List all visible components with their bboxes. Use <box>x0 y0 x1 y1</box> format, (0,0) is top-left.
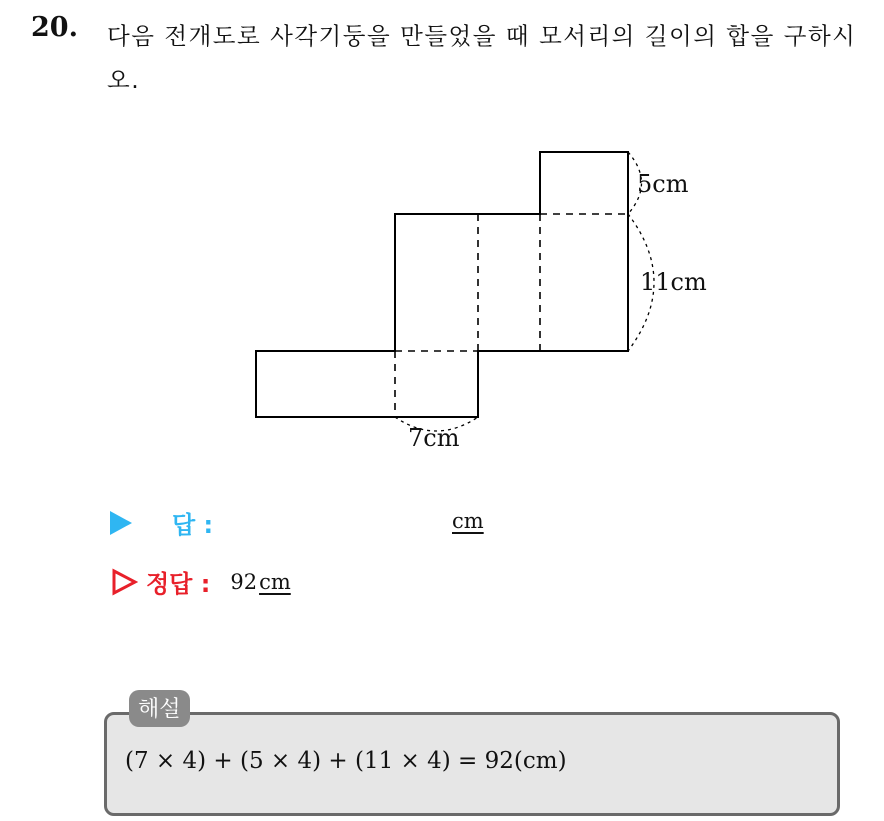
net-top-face <box>540 152 628 214</box>
outline-triangle-icon <box>110 568 138 596</box>
question-number: 20. <box>31 12 78 43</box>
answer-label: 답 : <box>172 511 214 539</box>
net-side-band <box>395 214 628 351</box>
question-text: 다음 전개도로 사각기둥을 만들었을 때 모서리의 길이의 합을 구하시오. <box>107 22 857 94</box>
answer-unit-blank: cm <box>452 509 484 533</box>
explanation-tag: 해설 <box>129 690 190 727</box>
correct-answer-row <box>110 564 291 599</box>
label-base-width: 7cm <box>408 424 460 452</box>
play-triangle-icon <box>110 511 132 535</box>
answer-row <box>110 505 213 540</box>
label-top-height: 5cm <box>637 170 689 198</box>
explanation-formula: (7 × 4) + (5 × 4) + (11 × 4) = 92(cm) <box>125 748 567 774</box>
correct-answer-label: 정답 : <box>146 570 211 598</box>
label-side-height: 11cm <box>640 268 707 296</box>
net-bottom-band <box>256 351 478 417</box>
correct-answer-value: 92 <box>230 569 258 594</box>
correct-answer-unit: cm <box>259 569 291 594</box>
